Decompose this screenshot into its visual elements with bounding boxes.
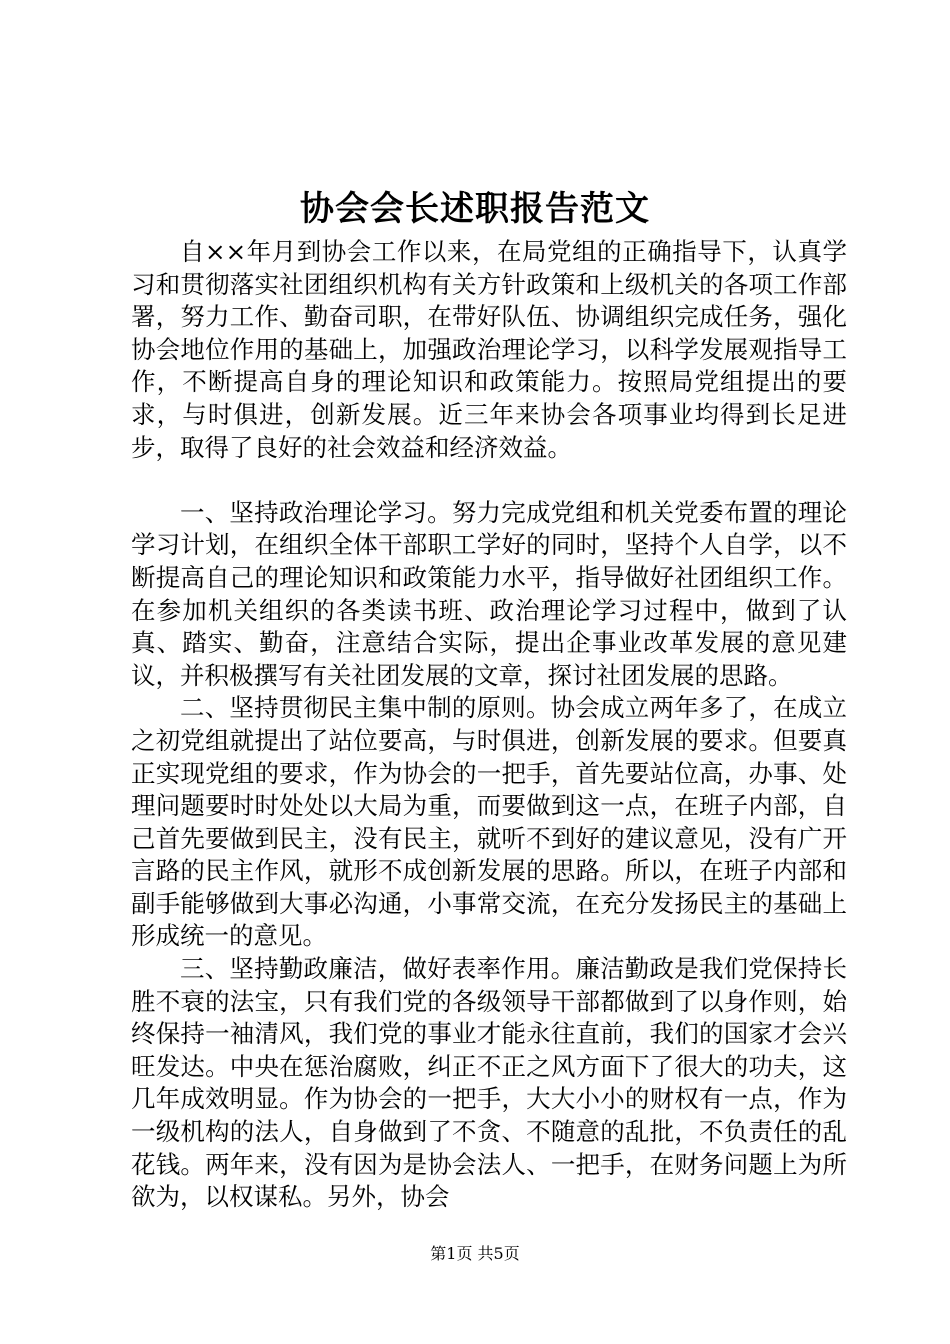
paragraph-intro: 自××年月到协会工作以来，在局党组的正确指导下，认真学习和贯彻落实社团组织机构有关方针政策和上级机关的各项工作部署，努力工作、勤奋司职，在带好队伍、协调组织完成任务，强化协会地位作用的基础上，加强政治理论学习，以科学发展观指导工作，不断提高自身的理论知识和政策能力。按照局党组提出的要求，与时俱进，创新发展。近三年来协会各项事业均得到长足进步，取得了良好的社会效益和经济效益。	[131, 237, 847, 462]
paragraph-section-2: 二、坚持贯彻民主集中制的原则。协会成立两年多了，在成立之初党组就提出了站位要高，与时俱进，创新发展的要求。但要真正实现党组的要求，作为协会的一把手，首先要站位高，办事、处理问题要时时处处以大局为重，而要做到这一点，在班子内部，自己首先要做到民主，没有民主，就听不到好的建议意见，没有广开言路的民主作风，就形不成创新发展的思路。所以，在班子内部和副手能够做到大事必沟通，小事常交流，在充分发扬民主的基础上形成统一的意见。	[131, 693, 847, 951]
document-title: 协会会长述职报告范文	[300, 189, 650, 229]
paragraph-section-3: 三、坚持勤政廉洁，做好表率作用。廉洁勤政是我们党保持长胜不衰的法宝，只有我们党的各级领导干部都做到了以身作则，始终保持一袖清风，我们党的事业才能永往直前，我们的国家才会兴旺发达。中央在惩治腐败，纠正不正之风方面下了很大的功夫，这几年成效明显。作为协会的一把手，大大小小的财权有一点，作为一级机构的法人，自身做到了不贪、不随意的乱批，不负责任的乱花钱。两年来，没有因为是协会法人、一把手，在财务问题上为所欲为，以权谋私。另外，协会	[131, 954, 847, 1212]
page-number-footer: 第1页 共5页	[430, 1244, 520, 1263]
paragraph-section-1: 一、坚持政治理论学习。努力完成党组和机关党委布置的理论学习计划，在组织全体干部职工学好的同时，坚持个人自学，以不断提高自己的理论知识和政策能力水平，指导做好社团组织工作。在参加机关组织的各类读书班、政治理论学习过程中，做到了认真、踏实、勤奋，注意结合实际，提出企事业改革发展的意见建议，并积极撰写有关社团发展的文章，探讨社团发展的思路。	[131, 497, 847, 690]
document-body	[131, 236, 847, 1214]
